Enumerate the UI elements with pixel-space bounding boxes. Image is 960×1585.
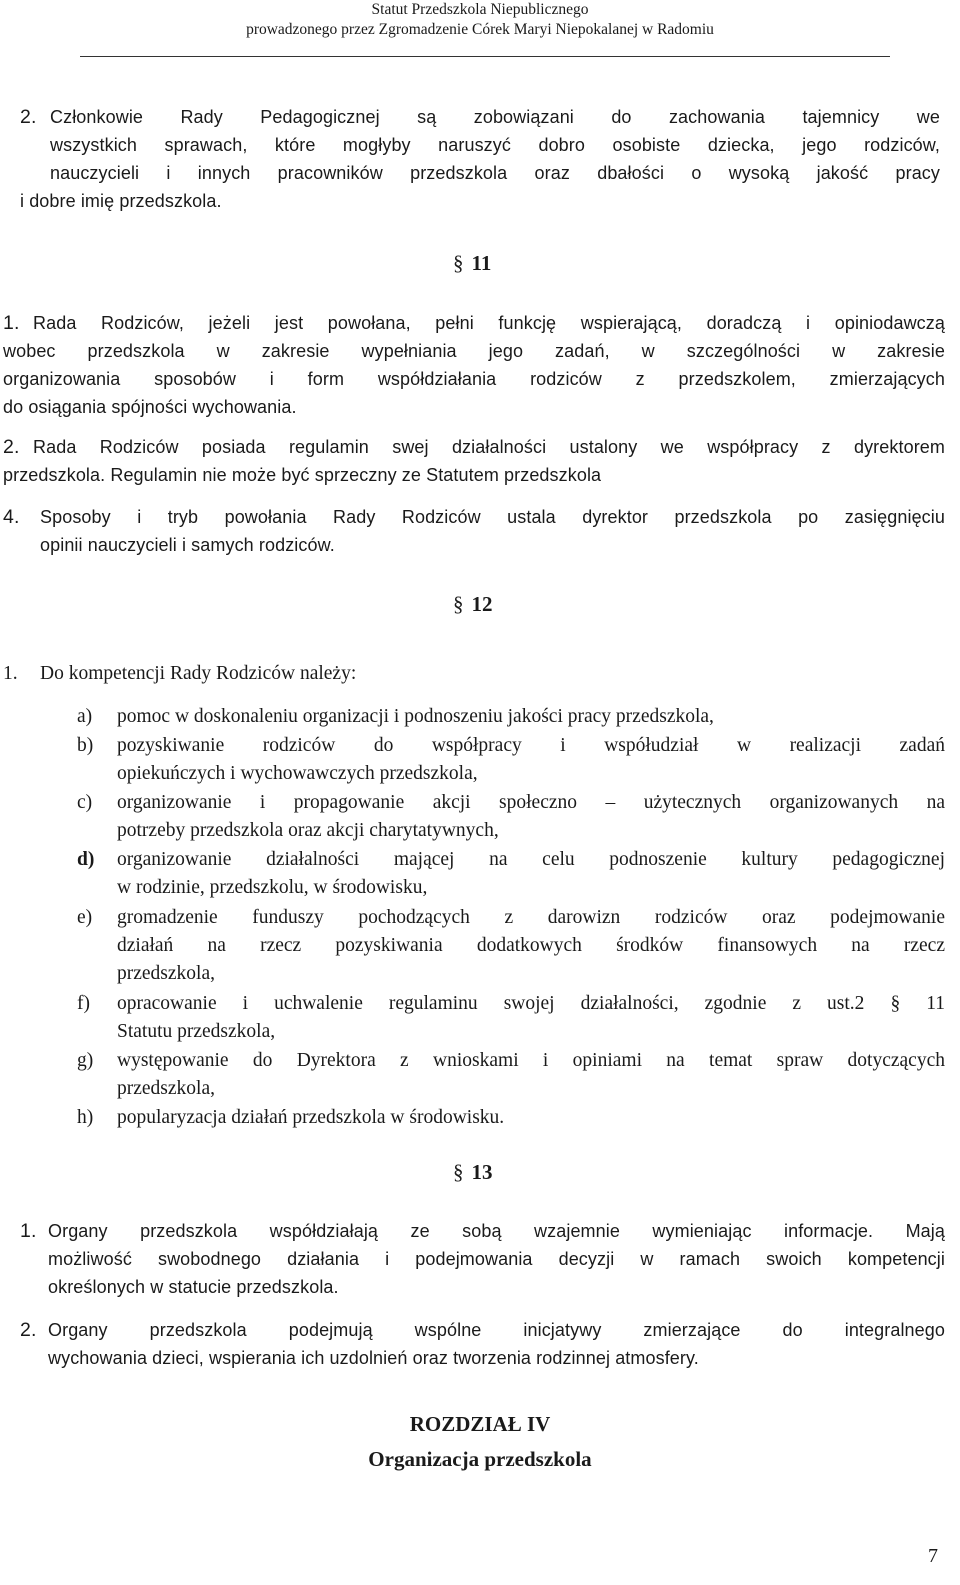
text-line: przedszkola, [117,1078,215,1099]
chapter-subtitle: Organizacja przedszkola [368,1447,592,1471]
text-line: Sposoby i tryb powołania Rady Rodziców ustala dyrektor przedszkola po zasięgnięciu [40,507,945,527]
section-sign: § [453,1160,464,1184]
paragraph-text: Do kompetencji Rady Rodziców należy: [40,663,357,684]
text-line: wobec przedszkola w zakresie wypełniania jego zadań, w szczególności w zakresie [3,341,945,361]
chapter-title: ROZDZIAŁ IV [409,1412,551,1436]
paragraph-text [48,1217,945,1273]
list-letter: f) [77,993,90,1014]
list-item-text [117,1047,945,1075]
paragraph-number: 1. [3,663,18,684]
list-letter: c) [77,792,93,813]
text-line: przedszkola. Regulamin nie może być sprzeczny ze Statutem przedszkola [3,465,602,485]
paragraph-number: 4. [3,506,20,528]
text-line: organizowanie działalności mającej na celu podnoszenie kultury pedagogicznej [117,849,945,870]
page-number: 7 [928,1545,938,1567]
text-line: organizowanie i propagowanie akcji społeczno – użytecznych organizowanych na [117,792,945,813]
text-line: określonych w statucie przedszkola. [48,1277,339,1297]
running-header-subtitle: prowadzonego przez Zgromadzenie Córek Maryi Niepokalanej w Radomiu [246,21,714,38]
list-item-text: pomoc w doskonaleniu organizacji i podnoszeniu jakości pracy przedszkola, [117,706,714,727]
list-item-text [117,904,945,960]
text-line: przedszkola, [117,963,215,984]
paragraph-number: 2. [3,436,20,458]
text-line: występowanie do Dyrektora z wnioskami i opiniami na temat spraw dotyczących [117,1050,945,1071]
text-line: Członkowie Rady Pedagogicznej są zobowiązani do zachowania tajemnicy we [50,107,940,127]
list-letter: e) [77,907,93,928]
text-line: Organy przedszkola współdziałają ze sobą wzajemnie wymieniając informacje. Mają [48,1221,945,1241]
text-line: i dobre imię przedszkola. [20,191,222,211]
paragraph-text [33,433,945,461]
list-letter: b) [77,735,94,756]
text-line: Statutu przedszkola, [117,1021,276,1042]
paragraph-text [50,103,940,187]
text-line: nauczycieli i innych pracowników przedszkola oraz dbałości o wysoką jakość pracy [50,163,940,183]
text-line: gromadzenie funduszy pochodzących z darowizn rodziców oraz podejmowanie [117,907,945,928]
text-line: opracowanie i uchwalenie regulaminu swojej działalności, zgodnie z ust.2 § 11 [117,993,945,1014]
text-line: możliwość swobodnego działania i podejmowania decyzji w ramach swoich kompetencji [48,1249,945,1269]
section-number: 11 [471,251,492,275]
text-line: Organy przedszkola podejmują wspólne inicjatywy zmierzające do integralnego [48,1320,945,1340]
section-heading [453,249,491,277]
running-header-title: Statut Przedszkola Niepublicznego [371,1,589,18]
section-heading [453,590,493,618]
text-line: potrzeby przedszkola oraz akcji charytatywnych, [117,820,499,841]
text-line: opiekuńczych i wychowawczych przedszkola, [117,763,478,784]
list-letter: g) [77,1050,94,1071]
list-letter: a) [77,706,93,727]
section-sign: § [453,251,464,275]
text-line: pozyskiwanie rodziców do współpracy i współudział w realizacji zadań [117,735,945,756]
list-item-text [117,990,945,1018]
paragraph-number: 1. [3,312,20,334]
text-line: działań na rzecz pozyskiwania dodatkowych środków finansowych na rzecz [117,935,945,956]
text-line: wszystkich sprawach, które mogłyby naruszyć dobro osobiste dziecka, jego rodziców, [50,135,940,155]
text-line: Rada Rodziców, jeżeli jest powołana, pełni funkcję wspierającą, doradczą i opiniodawczą [33,313,945,333]
paragraph-text [3,337,945,393]
paragraph-number: 2. [20,1319,37,1341]
paragraph-text [48,1316,945,1344]
text-line: do osiągania spójności wychowania. [3,397,297,417]
list-item-text [117,789,945,817]
text-line: w rodzinie, przedszkolu, w środowisku, [117,877,428,898]
list-item-text: popularyzacja działań przedszkola w środowisku. [117,1107,505,1128]
section-heading [453,1158,493,1186]
paragraph-number: 2. [20,106,37,128]
section-sign: § [453,592,464,616]
text-line: Rada Rodziców posiada regulamin swej działalności ustalony we współpracy z dyrektorem [33,437,945,457]
list-item-text [117,846,945,874]
paragraph-number: 1. [20,1220,37,1242]
text-line: opinii nauczycieli i samych rodziców. [40,535,335,555]
list-letter: h) [77,1107,94,1128]
header-divider [80,56,890,57]
section-number: 13 [471,1160,493,1184]
list-item-text [117,732,945,760]
list-letter: d) [77,849,95,870]
paragraph-text [40,503,945,531]
section-number: 12 [471,592,493,616]
text-line: organizowania sposobów i form współdziałania rodziców z przedszkolem, zmierzających [3,369,945,389]
text-line: wychowania dzieci, wspierania ich uzdolnień oraz tworzenia rodzinnej atmosfery. [48,1348,699,1368]
paragraph-text [33,309,945,337]
